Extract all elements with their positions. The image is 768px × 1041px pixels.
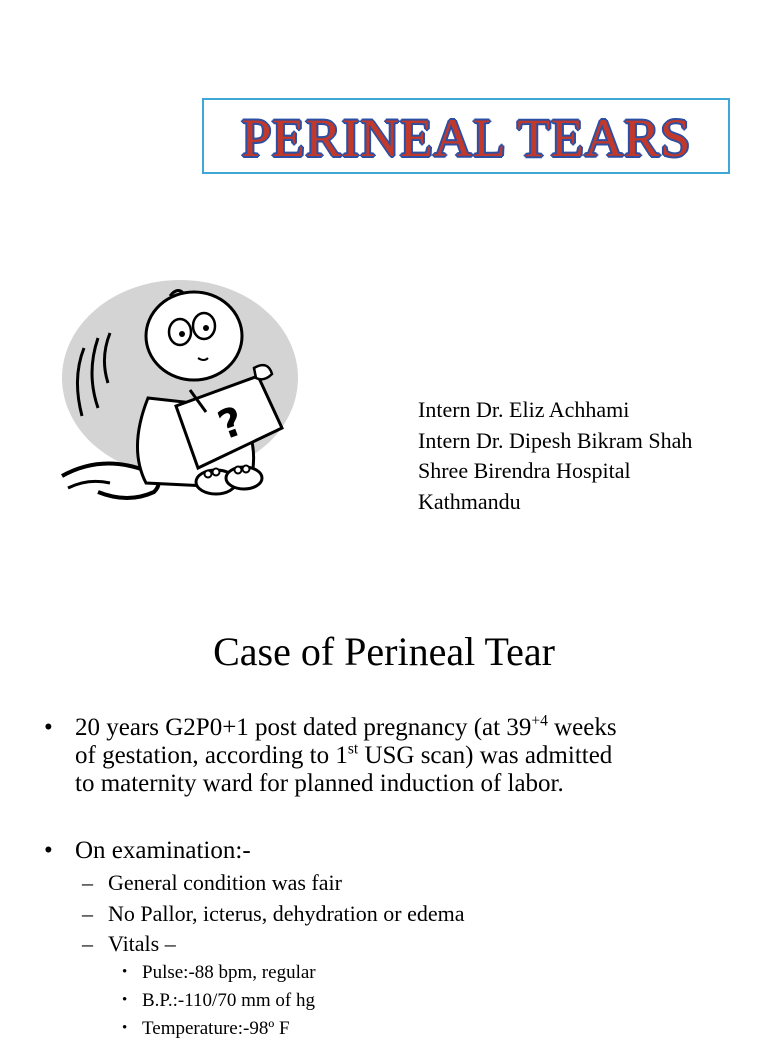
slide-title: Case of Perineal Tear	[213, 629, 555, 674]
sub-bullet: – No Pallor, icterus, dehydration or edema	[82, 901, 465, 926]
vital-item: • B.P.:-110/70 mm of hg	[122, 990, 315, 1011]
slide-title: PERINEAL TEARS	[241, 108, 691, 168]
svg-text:?: ?	[212, 398, 250, 450]
vital-item: • Temperature:-98º F	[122, 1018, 290, 1039]
author-credits	[418, 395, 692, 517]
bullet-dot: •	[44, 714, 53, 741]
bullet-text: On examination:-	[75, 837, 251, 864]
confused-child-icon	[58, 278, 298, 508]
credit-line: Kathmandu	[418, 488, 521, 514]
case-slide	[0, 590, 768, 1039]
bullet-text: 20 years G2P0+1 post dated pregnancy (at $39^{+4}$ weeks of gestation, according to 1st USG scan) was admitted to maternity ward for planned induction of labor.	[75, 712, 617, 797]
vital-item: • Pulse:-88 bpm, regular	[122, 962, 316, 983]
credit-line: Intern Dr. Dipesh Bikram Shah	[418, 427, 693, 453]
sub-bullet: – Vitals –	[82, 931, 176, 956]
credit-line: Intern Dr. Eliz Achhami	[418, 397, 630, 422]
title-box	[202, 98, 730, 174]
credit-line: Shree Birendra Hospital	[418, 458, 631, 483]
sub-bullet: – General condition was fair	[82, 870, 342, 895]
bullet-dot: •	[44, 837, 53, 864]
